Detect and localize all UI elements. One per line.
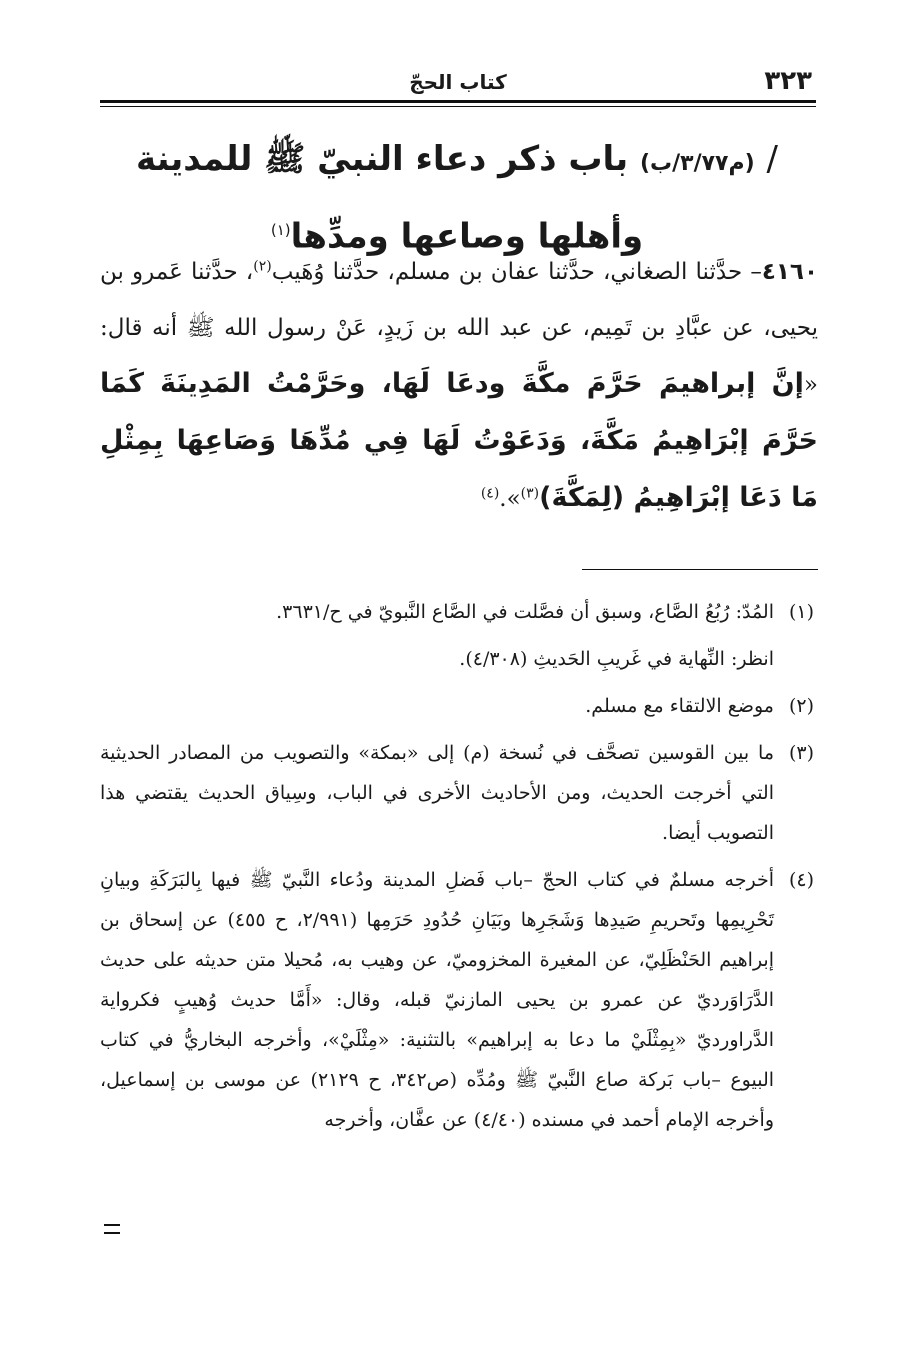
header-rule-thick [100,100,816,103]
footnotes [100,592,814,1147]
isnad-continued: ، حدَّثنا عَمرو بن يحيى، عن عبَّادِ بن تَمِيم، عن عبد الله بن زَيدٍ، عَنْ رسول الله ﷺ أنه قال: « [100,259,818,398]
continuation-mark [104,1224,120,1234]
footnote-item [100,860,814,1140]
footnote-number: (٣) [788,742,814,764]
page-number: ٣٢٣ [764,66,812,96]
footnote-mark: (٢) [253,258,272,275]
footnote-number: (٤) [788,869,814,891]
book-title: كتاب الحجّ [409,70,507,94]
quote-close: ». [499,486,521,512]
running-header [100,66,816,98]
footnote-text: انظر: النِّهاية في غَريبِ الحَديثِ (٤/٣٠٨). [459,648,774,670]
header-rule-thin [100,106,816,107]
footnote-text: أخرجه مسلمٌ في كتاب الحجّ –باب فَضلِ المدينة ودُعاء النَّبيّ ﷺ فيها بِالبَرَكَةِ وبيانِ تَحْرِيمِها وتَحريمِ صَيدِها وَشَجَرِها وبَيَانِ حُدُودِ حَرَمِها (٢/٩٩١، ح ٤٥٥) عن إسحاق بن إبراهيم الحَنْظَلِيّ، عن المغيرة المخزوميّ، عن وهيب به، مُحيلا متن حديثه على حديث الدَّرَاوَرديّ عن عمرو بن يحيى المازنيّ قبله، وقال: «أَمَّا حديث وُهيبٍ فكرواية الدَّراورديّ «بِمِثْلَيْ ما دعا به إبراهيم» بالتثنية: «مِثْلَيْ»، وأخرجه البخاريُّ في كتاب البيوع –باب بَركة صاع النَّبيّ ﷺ ومُدِّه (ص٣٤٢، ح ٢١٢٩) عن موسى بن إسماعيل، وأخرجه الإمام أحمد في مسنده (٤/٤٠) عن عفَّان، وأخرجه [100,869,775,1131]
page-break-slash: / [766,139,778,179]
hadith-number: ٤١٦٠ [761,259,818,285]
footnote-item [100,686,814,726]
hadith-text [100,244,818,527]
footnote-mark: (٣) [520,485,540,502]
footnote-number: (٢) [788,695,814,717]
footnote-text: ما بين القوسين تصحَّف في نُسخة (م) إلى «بمكة» والتصويب من المصادر الحديثية التي أخرجت الحديث، ومن الأحاديث الأخرى في الباب، وسِياق الحديث يقتضي هذا التصويب أيضا. [100,742,774,844]
footnote-item [100,639,814,679]
matn: إنَّ إبراهيمَ حَرَّمَ مكَّةَ ودعَا لَهَا، وحَرَّمْتُ المَدِينَةَ كَمَا حَرَّمَ إبْرَاهِيمُ مَكَّةَ، وَدَعَوْتُ لَهَا فِي مُدِّهَا وَصَاعِهَا بِمِثْلِ مَا دَعَا إبْرَاهِيمُ (لِمَكَّةَ) [100,368,818,513]
footnote-separator [582,569,818,570]
footnote-text: المُدّ: رُبُعُ الصَّاع، وسبق أن فصَّلت في الصَّاع النَّبويّ في ح/٣٦٣١. [276,601,774,623]
isnad: – حدَّثنا الصغاني، حدَّثنا عفان بن مسلم، حدَّثنا وُهَيب [271,259,762,285]
footnote-item [100,733,814,853]
footnote-mark: (٤) [480,485,500,502]
manuscript-ref: (م٣/٧٧/ب) [639,151,755,176]
footnote-text: موضع الالتقاء مع مسلم. [585,695,774,717]
footnote-number: (١) [788,601,814,623]
footnote-mark: (١) [270,221,291,239]
footnote-item [100,592,814,632]
chapter-title: باب ذكر دعاء النبيّ ﷺ للمدينة وأهلها وصاعها ومدِّها [136,139,644,257]
